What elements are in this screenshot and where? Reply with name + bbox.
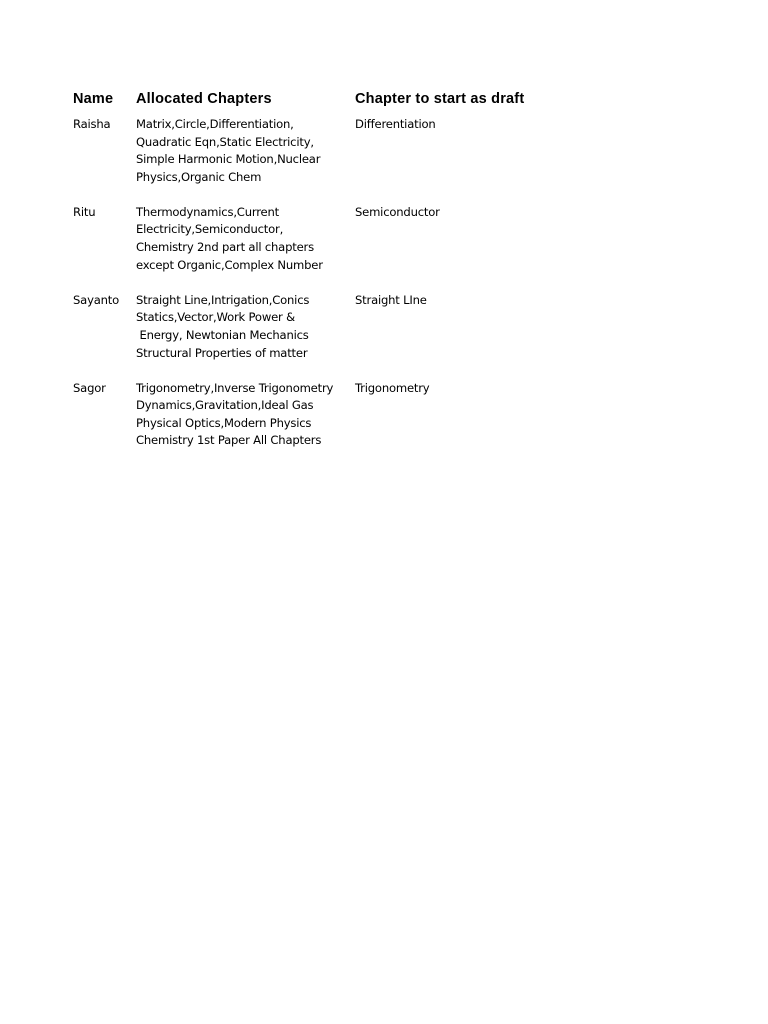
row-allocated-chapters: [136, 292, 355, 362]
chapters-line: Straight Line,Intrigation,Conics: [136, 292, 310, 307]
chapters-line: except Organic,Complex Number: [136, 257, 323, 272]
table-row: [73, 204, 555, 274]
row-name: Sayanto: [73, 292, 120, 307]
header-allocated-chapters: Allocated Chapters: [136, 91, 272, 107]
table-row: [73, 380, 555, 450]
chapters-line: Physical Optics,Modern Physics: [136, 415, 312, 430]
row-name: Raisha: [73, 117, 111, 131]
chapters-line: Energy, Newtonian Mechanics: [136, 327, 309, 342]
header-name: Name: [73, 91, 114, 107]
chapters-line: Chemistry 2nd part all chapters: [136, 240, 314, 255]
row-name: Ritu: [73, 204, 96, 219]
allocation-table: [73, 90, 555, 468]
header-chapter-to-start: Chapter to start as draft: [355, 91, 525, 107]
table-row: [73, 116, 555, 186]
row-draft-chapter: Straight LIne: [355, 292, 427, 307]
chapters-line: Dynamics,Gravitation,Ideal Gas: [136, 398, 314, 413]
row-name: Sagor: [73, 380, 106, 395]
row-allocated-chapters: [136, 380, 355, 450]
chapters-line: Electricity,Semiconductor,: [136, 222, 284, 237]
chapters-line: Structural Properties of matter: [136, 345, 308, 360]
chapters-line: Matrix,Circle,Differentiation,: [136, 117, 294, 131]
row-draft-chapter: Differentiation: [355, 117, 436, 131]
chapters-line: Chemistry 1st Paper All Chapters: [136, 433, 322, 448]
row-draft-chapter: Trigonometry: [355, 380, 430, 395]
row-draft-chapter: Semiconductor: [355, 204, 440, 219]
table-header-row: [73, 90, 555, 116]
chapters-line: Simple Harmonic Motion,Nuclear: [136, 152, 321, 167]
chapters-line: Physics,Organic Chem: [136, 169, 262, 184]
chapters-line: Trigonometry,Inverse Trigonometry: [136, 380, 334, 395]
table-row: [73, 292, 555, 362]
row-allocated-chapters: [136, 116, 355, 186]
chapters-line: Thermodynamics,Current: [136, 204, 279, 219]
chapters-line: Quadratic Eqn,Static Electricity,: [136, 134, 314, 149]
row-allocated-chapters: [136, 204, 355, 274]
chapters-line: Statics,Vector,Work Power &: [136, 310, 295, 325]
